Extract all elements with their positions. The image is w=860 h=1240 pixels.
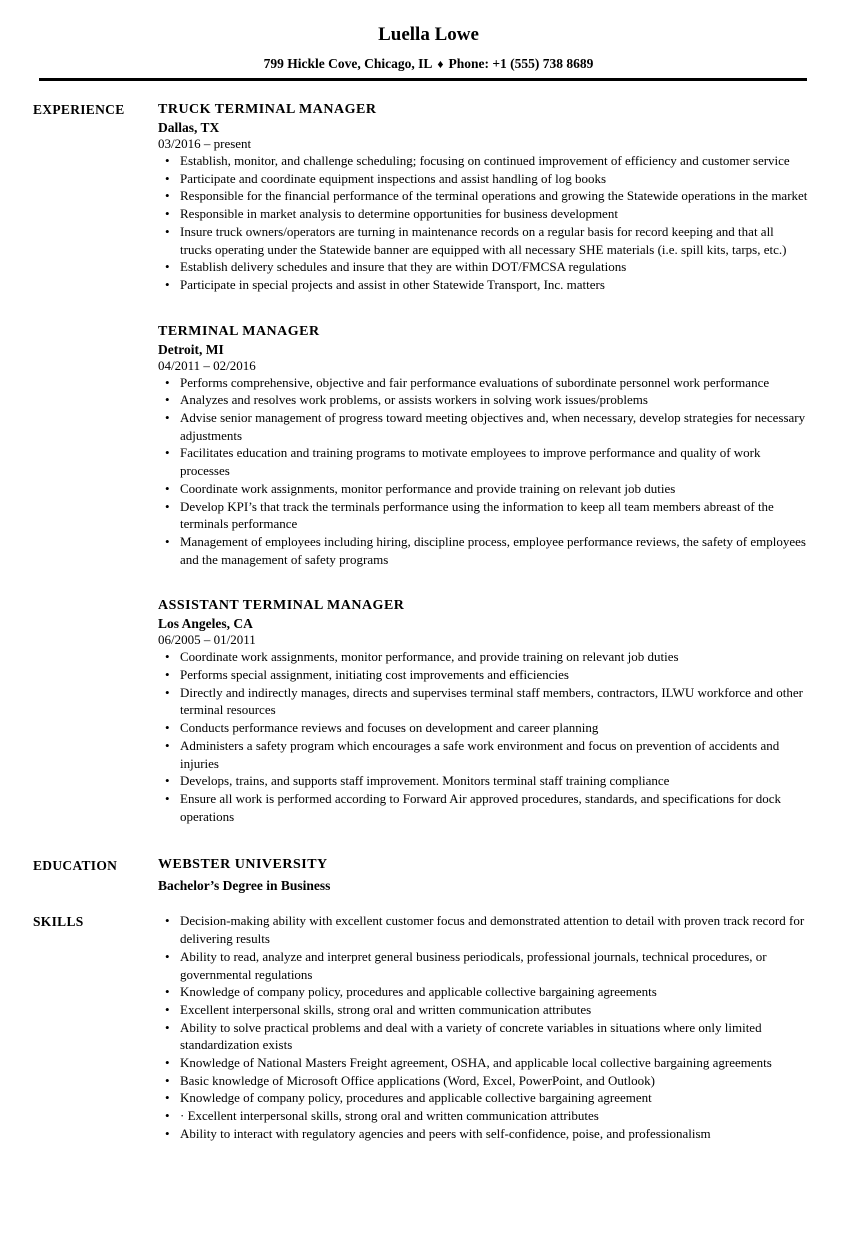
bullet-item: • Performs special assignment, initiating cost improvements and efficiencies: [158, 666, 808, 684]
bullet-item: • Knowledge of company policy, procedures and applicable collective bargaining agreements: [158, 983, 808, 1001]
bullet-item: • Participate in special projects and assist in other Statewide Transport, Inc. matters: [158, 276, 808, 294]
bullet-item: • Ensure all work is performed according to Forward Air approved procedures, standards, and specifications for dock operations: [158, 790, 808, 825]
education-content: [158, 856, 808, 895]
bullet-item: • Conducts performance reviews and focuses on development and career planning: [158, 719, 808, 737]
bullet-item: • Coordinate work assignments, monitor performance and provide training on relevant job duties: [158, 480, 808, 498]
job-bullets: [158, 374, 808, 569]
bullet-item: • Establish, monitor, and challenge scheduling; focusing on continued improvement of efficiency and customer service: [158, 152, 808, 170]
job-entry-1: [158, 100, 808, 294]
experience-content: [158, 100, 808, 825]
bullet-item: • Excellent interpersonal skills, strong oral and written communication attributes: [158, 1001, 808, 1019]
bullet-item: • · Excellent interpersonal skills, strong oral and written communication attributes: [158, 1107, 808, 1125]
job-title: TERMINAL MANAGER: [158, 323, 320, 339]
school-name: WEBSTER UNIVERSITY: [158, 857, 328, 873]
bullet-item: • Ability to solve practical problems and deal with a variety of concrete variables in situations where only limited standardization exists: [158, 1019, 808, 1054]
bullet-item: • Administers a safety program which encourages a safe work environment and focus on prevention of accidents and injuries: [158, 737, 808, 772]
bullet-item: • Ability to read, analyze and interpret general business periodicals, professional journals, technical procedures, or governmental regulations: [158, 948, 808, 983]
job-dates: 06/2005 – 01/2011: [158, 632, 256, 648]
section-label-education: EDUCATION: [33, 858, 118, 874]
phone-text: Phone: +1 (555) 738 8689: [448, 56, 594, 71]
degree-name: Bachelor’s Degree in Business: [158, 878, 331, 894]
bullet-item: • Advise senior management of progress toward meeting objectives and, when necessary, develop strategies for necessary adjustments: [158, 409, 808, 444]
job-location: Dallas, TX: [158, 120, 220, 135]
job-title: TRUCK TERMINAL MANAGER: [158, 102, 377, 117]
job-bullets: [158, 152, 808, 294]
person-name: Luella Lowe: [378, 24, 479, 45]
bullet-item: • Directly and indirectly manages, directs and supervises terminal staff members, contractors, ILWU workforce and other terminal resources: [158, 684, 808, 719]
contact-line: [33, 55, 824, 73]
section-label-skills: SKILLS: [33, 914, 84, 930]
bullet-item: • Insure truck owners/operators are turning in maintenance records on a regular basis for record keeping and that all trucks operating under the Statewide banner are equipped with all necessary SHE materials (i.e. spill kits, tarps, etc.): [158, 223, 808, 258]
job-title: ASSISTANT TERMINAL MANAGER: [158, 598, 405, 614]
job-dates: 04/2011 – 02/2016: [158, 357, 256, 373]
address-text: 799 Hickle Cove, Chicago, IL: [263, 56, 433, 71]
diamond-icon: ♦: [437, 57, 444, 71]
bullet-item: • Knowledge of National Masters Freight agreement, OSHA, and applicable local collective bargaining agreements: [158, 1054, 808, 1072]
bullet-item: • Performs comprehensive, objective and fair performance evaluations of subordinate personnel work performance: [158, 374, 808, 392]
bullet-item: • Develop KPI’s that track the terminals performance using the information to keep all team members abreast of the terminals performance: [158, 498, 808, 533]
job-dates: 03/2016 – present: [158, 136, 252, 151]
bullet-item: • Establish delivery schedules and insure that they are within DOT/FMCSA regulations: [158, 258, 808, 276]
bullet-item: • Decision-making ability with excellent customer focus and demonstrated attention to detail with proven track record for delivering results: [158, 912, 808, 947]
job-location: Los Angeles, CA: [158, 616, 253, 632]
header: [33, 24, 824, 81]
bullet-item: • Knowledge of company policy, procedures and applicable collective bargaining agreement: [158, 1089, 808, 1107]
bullet-item: • Participate and coordinate equipment inspections and assist handling of log books: [158, 170, 808, 188]
bullet-item: • Facilitates education and training programs to motivate employees to improve performance and quality of work processes: [158, 444, 808, 479]
bullet-item: • Ability to interact with regulatory agencies and peers with self-confidence, poise, and professionalism: [158, 1125, 808, 1143]
job-location: Detroit, MI: [158, 341, 224, 357]
bullet-item: • Coordinate work assignments, monitor performance, and provide training on relevant job duties: [158, 648, 808, 666]
job-bullets: [158, 648, 808, 825]
skills-bullets: [158, 912, 808, 1142]
section-skills: [33, 912, 824, 1142]
section-experience: [33, 100, 824, 825]
bullet-item: • Responsible in market analysis to determine opportunities for business development: [158, 205, 808, 223]
job-entry-2: [158, 322, 808, 569]
bullet-item: • Responsible for the financial performance of the terminal operations and growing the Statewide operations in the market: [158, 187, 808, 205]
skills-content: [158, 912, 808, 1142]
job-entry-3: [158, 596, 808, 825]
bullet-item: • Management of employees including hiring, discipline process, employee performance reviews, the safety of employees and the management of safety programs: [158, 533, 808, 568]
header-rule: [39, 78, 807, 81]
section-education: [33, 856, 824, 895]
bullet-item: • Basic knowledge of Microsoft Office applications (Word, Excel, PowerPoint, and Outlook): [158, 1072, 808, 1090]
bullet-item: • Analyzes and resolves work problems, or assists workers in solving work issues/problems: [158, 391, 808, 409]
bullet-item: • Develops, trains, and supports staff improvement. Monitors terminal staff training compliance: [158, 772, 808, 790]
section-label-experience: EXPERIENCE: [33, 102, 125, 117]
